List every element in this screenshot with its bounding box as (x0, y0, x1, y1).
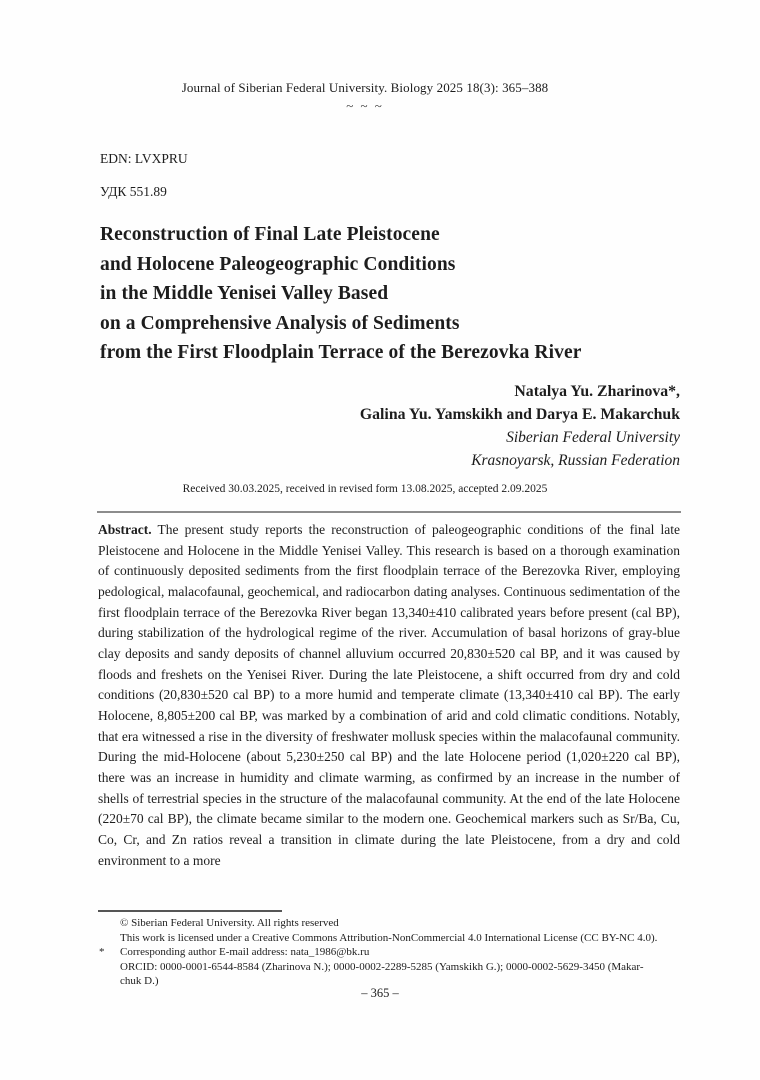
orcid-continuation-text: chuk D.) (120, 975, 159, 988)
abstract-paragraph (98, 520, 680, 871)
edn-code: EDN: LVXPRU (100, 151, 188, 166)
orcid-line (120, 960, 690, 975)
abstract-label: Abstract. (98, 522, 152, 537)
udk-code: УДК 551.89 (100, 184, 167, 199)
copyright-line (120, 916, 690, 931)
page-number: – 365 – (361, 986, 399, 1000)
article-title-line: Reconstruction of Final Late Pleistocene (100, 224, 440, 245)
footnote-asterisk-marker: * (99, 946, 105, 959)
footnotes-block (98, 916, 690, 989)
received-dates-line: Received 30.03.2025, received in revised form 13.08.2025, accepted 2.09.2025 (182, 483, 548, 495)
author-name: Galina Yu. Yamskikh and Darya E. Makarchuk (359, 406, 680, 423)
abstract-text: The present study reports the reconstruction of paleogeographic conditions of the final late Pleistocene and Holocene in the Middle Yenisei Valley. This research is based on a thorough examination of continuously deposited sediments from the first floodplain terrace of the Berezovka River, employing pedological, malacofaunal, geochemical, and radiocarbon dating analyses. Continuous sedimentation of the first floodplain terrace of the Berezovka River began 13,340±410 calibrated years before present (cal BP), during stabilization of the hydrological regime of the river. Accumulation of basal horizons of gray-blue clay deposits and sandy deposits of channel alluvium occurred 20,830±520 cal BP, and it was caused by floods and freshets on the Yenisei River. During the late Pleistocene, a shift occurred from dry and cold conditions (20,830±520 cal BP) to a more humid and temperate climate (13,340±410 cal BP). The early Holocene, 8,805±200 cal BP, was marked by a combination of arid and cold climatic conditions. Notably, that era witnessed a rise in the diversity of freshwater mollusk species within the malacofaunal community. During the mid-Holocene (about 5,230±250 cal BP) and the late Holocene period (1,020±220 cal BP), there was an increase in humidity and climate warming, as confirmed by an increase in the number of shells of terrestrial species in the structure of the malacofaunal community. At the end of the late Holocene (220±70 cal BP), the climate became similar to the modern one. Geochemical markers such as Sr/Ba, Cu, Co, Cr, and Zn ratios reveal a transition in climate during the late Pleistocene, from a dry and cold environment to a more (98, 522, 680, 868)
abstract-divider-rule (97, 511, 681, 513)
article-title (100, 220, 680, 368)
article-title-line: in the Middle Yenisei Valley Based (100, 283, 389, 304)
license-text: This work is licensed under a Creative Commons Attribution-NonCommercial 4.0 International License (CC BY-NC 4.0). (120, 931, 658, 944)
article-title-line: on a Comprehensive Analysis of Sediments (100, 312, 460, 334)
affiliation-line: Siberian Federal University (506, 429, 680, 446)
corresponding-author-line (99, 945, 690, 960)
copyright-text: © Siberian Federal University. All rights reserved (120, 917, 339, 929)
corresponding-author-text: Corresponding author E-mail address: nata_1986@bk.ru (120, 946, 370, 959)
footnote-rule (98, 910, 282, 912)
journal-header-line: Journal of Siberian Federal University. Biology 2025 18(3): 365–388 (181, 80, 549, 95)
orcid-text: ORCID: 0000-0001-6544-8584 (Zharinova N.); 0000-0002-2289-5285 (Yamskikh G.); 0000-0002-5629-3450 (Makar- (120, 960, 644, 973)
author-name: Natalya Yu. Zharinova*, (514, 383, 680, 400)
header-tilde-separator: ~ ~ ~ (346, 98, 384, 113)
affiliation-line: Krasnoyarsk, Russian Federation (471, 452, 680, 469)
article-title-line: and Holocene Paleogeographic Conditions (100, 253, 456, 275)
article-title-line: from the First Floodplain Terrace of the Berezovka River (100, 342, 582, 363)
authors-block (100, 380, 680, 472)
license-line (120, 931, 690, 946)
